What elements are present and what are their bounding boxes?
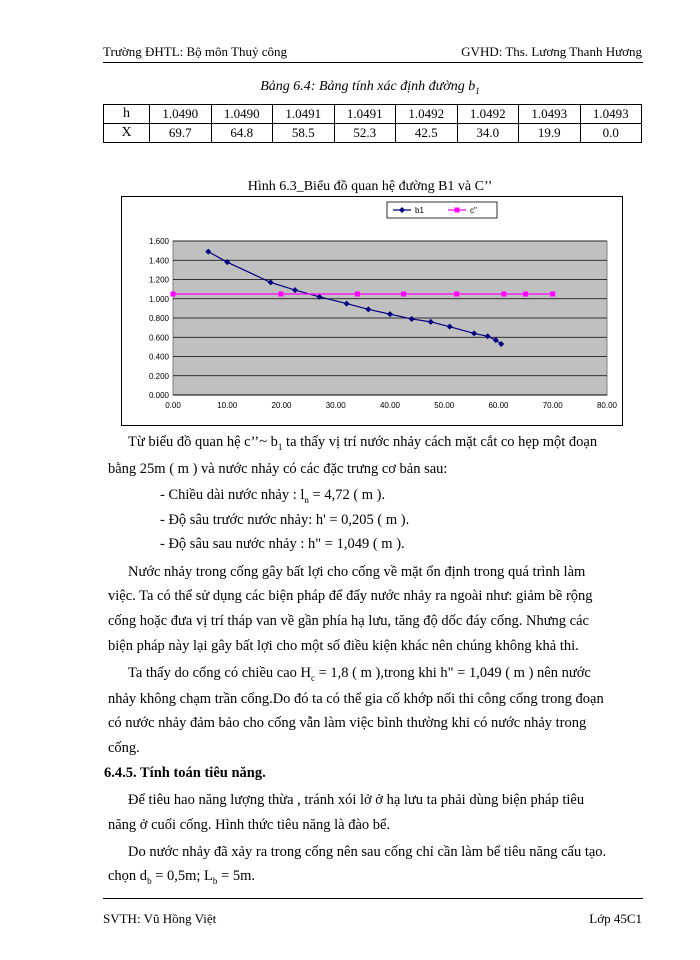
y-tick-label: 1.000 xyxy=(148,294,169,304)
footer-rule xyxy=(103,898,643,899)
header-rule xyxy=(103,62,643,63)
table-cell: 1.0491 xyxy=(334,105,396,124)
data-point-c xyxy=(171,292,176,297)
paragraph-1-line-2: bằng 25m ( m ) và nước nhảy có các đặc trưng cơ bản sau: xyxy=(108,461,448,477)
paragraph-2-line-3: cống hoặc đưa vị trí tháp van về gần phía hạ lưu, tăng độ dốc đáy cống. Nhưng các xyxy=(108,613,589,629)
row-label: h xyxy=(104,105,150,124)
data-point-c xyxy=(454,292,459,297)
table-cell: 1.0491 xyxy=(273,105,335,124)
x-tick-label: 20.00 xyxy=(271,401,292,410)
legend-label: c" xyxy=(470,206,477,215)
y-tick-label: 1.600 xyxy=(148,237,169,246)
y-tick-label: 0.000 xyxy=(148,391,169,400)
data-point-c xyxy=(278,292,283,297)
paragraph-4-line-1: Để tiêu hao năng lượng thừa , tránh xói lở ở hạ lưu ta phải dùng biện pháp tiêu xyxy=(128,792,585,808)
y-tick-label: 0.800 xyxy=(148,314,169,323)
paragraph-3-line-3: có nước nhảy đảm bảo cho cống vẫn làm việc bình thường khi có nước nhảy trong xyxy=(108,715,587,731)
y-tick-label: 1.400 xyxy=(148,256,169,266)
x-tick-label: 40.00 xyxy=(379,401,401,410)
paragraph-5-line-1: Do nước nhảy đã xảy ra trong cống nên sau cống chỉ cần làm bể tiêu năng cấu tạo. xyxy=(128,844,607,860)
x-tick-label: 60.00 xyxy=(488,401,509,410)
x-tick-label: 30.00 xyxy=(325,401,346,410)
table-cell: 1.0493 xyxy=(580,105,642,124)
x-tick-label: 0.00 xyxy=(165,401,181,410)
table-cell: 1.0493 xyxy=(519,105,581,124)
data-point-c xyxy=(523,292,528,297)
y-tick-label: 1.200 xyxy=(148,275,169,285)
paragraph-3-line-2: nhảy không chạm trần cống.Do đó ta có thể gia cố khớp nối thi công cống trong đoạn xyxy=(108,691,604,707)
table-row xyxy=(104,105,642,124)
table-cell: 1.0492 xyxy=(457,105,519,124)
y-tick-label: 0.400 xyxy=(148,352,169,362)
list-item-jump-length: - Chiều dài nước nhảy : $l_n = 4,72$ ( m ). xyxy=(160,487,386,505)
y-tick-label: 0.600 xyxy=(148,333,169,343)
legend-marker xyxy=(455,208,460,213)
chart xyxy=(122,197,622,425)
table-cell: 34.0 xyxy=(457,124,519,143)
header-left: Trường ĐHTL: Bộ môn Thuỷ công xyxy=(103,44,288,59)
paragraph-2-line-1: Nước nhảy trong cống gây bất lợi cho cống về mặt ổn định trong quá trình làm xyxy=(128,564,586,580)
table-cell: 1.0492 xyxy=(396,105,458,124)
table-cell: 69.7 xyxy=(150,124,212,143)
x-tick-label: 80.00 xyxy=(596,401,618,410)
data-point-c xyxy=(355,292,360,297)
x-tick-label: 70.00 xyxy=(542,401,563,410)
chart-frame xyxy=(121,196,623,426)
table-row xyxy=(104,124,642,143)
table-cell: 42.5 xyxy=(396,124,458,143)
footer-right: Lớp 45C1 xyxy=(589,911,642,926)
row-label: X xyxy=(104,124,150,143)
data-table xyxy=(103,104,642,143)
paragraph-1-line-1: Từ biểu đồ quan hệ c’’~ $b_1$ ta thấy vị trí nước nhảy cách mặt cắt co hẹp một đoạn xyxy=(128,434,598,452)
table-cell: 1.0490 xyxy=(211,105,273,124)
table-cell: 52.3 xyxy=(334,124,396,143)
data-point-c xyxy=(550,292,555,297)
table-cell: 58.5 xyxy=(273,124,335,143)
legend-label: b1 xyxy=(415,206,424,215)
paragraph-3-line-1: Ta thấy do cống có chiều cao $H_c = 1,8$ ( m ),trong khi h" = 1,049 ( m ) nên nước xyxy=(128,665,591,683)
table-cell: 64.8 xyxy=(211,124,273,143)
footer-left: SVTH: Vũ Hồng Việt xyxy=(103,911,217,926)
table-cell: 1.0490 xyxy=(150,105,212,124)
paragraph-3-line-4: cống. xyxy=(108,740,140,756)
list-item-depth-after: - Độ sâu sau nước nhảy : h" = 1,049 ( m ). xyxy=(160,536,405,552)
x-tick-label: 50.00 xyxy=(434,401,455,410)
paragraph-4-line-2: năng ở cuối cống. Hình thức tiêu năng là đào bể. xyxy=(108,817,391,833)
table-cell: 19.9 xyxy=(519,124,581,143)
figure-title: Hình 6.3_Biểu đồ quan hệ đường B1 và C’’ xyxy=(247,179,493,194)
data-point-c xyxy=(401,292,406,297)
y-tick-label: 0.200 xyxy=(148,371,169,381)
table-caption: Bảng 6.4: Bảng tính xác định đường $b_1$ xyxy=(260,79,480,96)
paragraph-2-line-4: biện pháp này lại gây bất lợi cho một số điều kiện khác nên chúng không khả thi. xyxy=(108,638,579,654)
x-tick-label: 10.00 xyxy=(217,401,238,410)
paragraph-2-line-2: việc. Ta có thể sử dụng các biện pháp để đẩy nước nhảy ra ngoài như: giảm bề rộng xyxy=(108,588,593,604)
paragraph-5-line-2: chọn $d_b = 0,5m$; $L_b = 5m$. xyxy=(108,868,255,886)
section-heading: 6.4.5. Tính toán tiêu năng. xyxy=(104,765,266,781)
data-point-c xyxy=(501,292,506,297)
header-right: GVHD: Ths. Lương Thanh Hương xyxy=(461,44,642,59)
list-item-depth-before: - Độ sâu trước nước nhảy: h' = 0,205 ( m ). xyxy=(160,512,410,528)
table-cell: 0.0 xyxy=(580,124,642,143)
